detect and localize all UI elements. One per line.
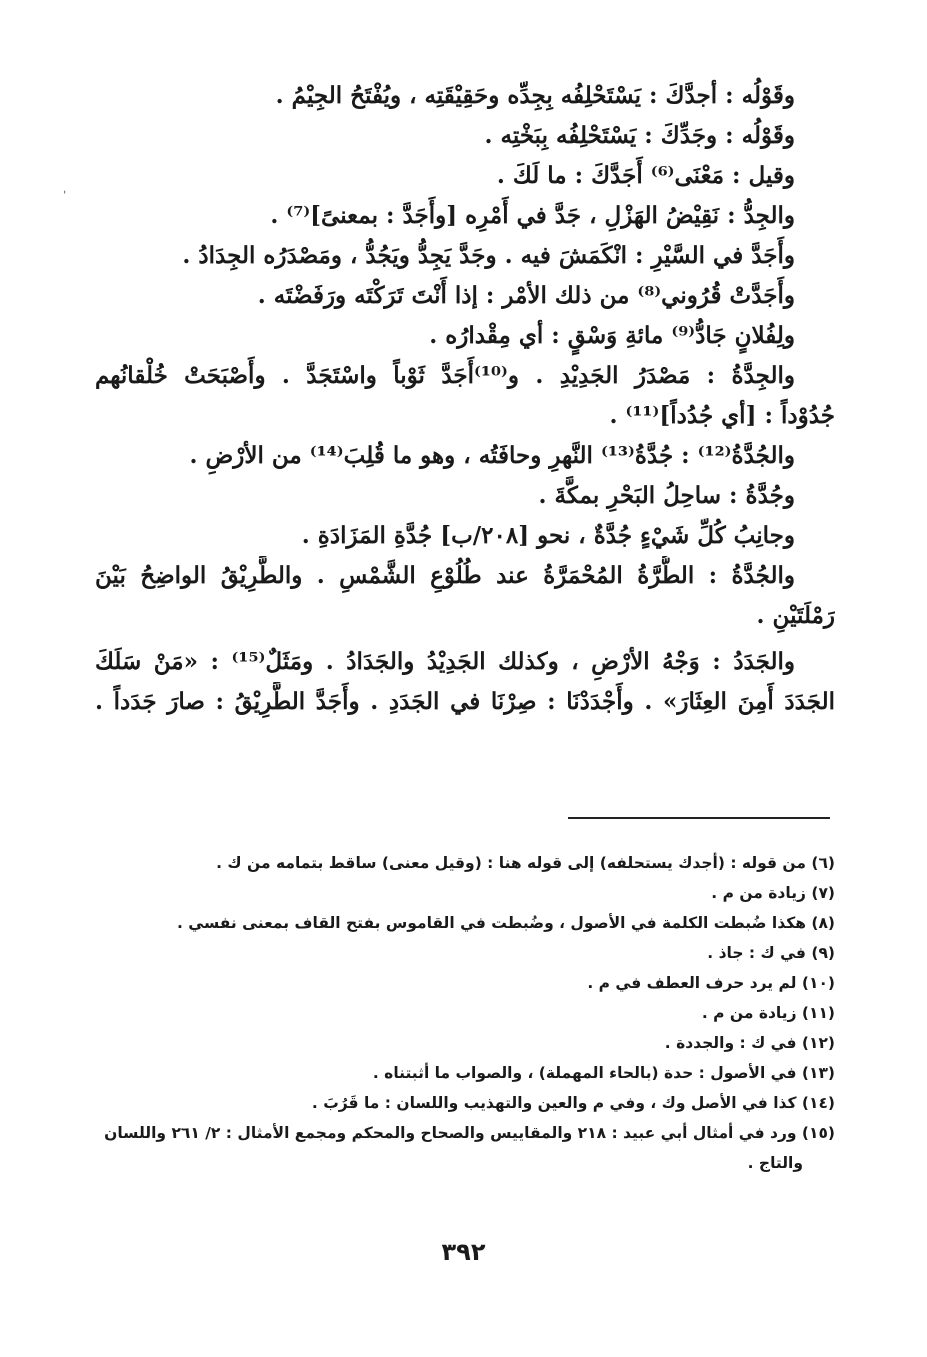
footnote: (٦) من قوله : (أجدك يستحلفه) إلى قوله هنا : (وقيل معنى) ساقط بتمامه من ك . — [216, 854, 835, 872]
footnote: (٩) في ك : جاذ . — [707, 944, 835, 962]
footnote: (٨) هكذا ضُبطت الكلمة في الأصول ، وضُبطت في القاموس بفتح القاف بمعنى نفسي . — [177, 914, 835, 932]
footnote: (٧) زيادة من م . — [711, 884, 835, 902]
footnote: (١٥) ورد في أمثال أبي عبيد : ٢١٨ والمقاييس والصحاح والمحكم ومجمع الأمثال : ٢/ ٢٦١ واللسان — [104, 1124, 835, 1142]
footnote: (١٠) لم يرد حرف العطف في م . — [587, 974, 835, 992]
text-line: وأَجَدَّتْ قُرُوني⁽⁸⁾ من ذلك الأمْر : إذا أَنْتَ تَرَكْتَه ورَفَضْتَه . — [257, 282, 795, 309]
footnote: (١٢) في ك : والجددة . — [664, 1034, 835, 1052]
footnote-divider — [568, 817, 830, 819]
footnote: (١٣) في الأصول : حدة (بالحاء المهملة) ، والصواب ما أثبتناه . — [372, 1064, 835, 1082]
text-line: جُدُوْداً : [أي جُدُداً]⁽¹¹⁾ . — [609, 402, 835, 429]
text-line: الجَدَدَ أَمِنَ العِثَارَ» . وأَجْدَدْنَا : صِرْنَا في الجَدَدِ . وأَجَدَّ الطَّرِيْقُ : صارَ جَدَداً . — [95, 688, 835, 715]
text-line: والجِدُّ : نَقِيْضُ الهَزْلِ ، جَدَّ في أَمْرِه [وأَجَدَّ : بمعنىً]⁽⁷⁾ . — [270, 202, 795, 229]
text-line: رَمْلَتَيْنِ . — [756, 602, 835, 629]
page-number: ٣٩٢ — [441, 1238, 486, 1266]
footnotes — [95, 848, 835, 1178]
text-line: ولِفُلانٍ جَادُّ⁽⁹⁾ مائةِ وَسْقٍ : أي مِقْدارُه . — [429, 322, 795, 349]
text-line: والجِدَّةُ : مَصْدَرُ الجَدِيْدِ . و⁽¹⁰⁾أَجَدَّ ثَوْباً واسْتَجَدَّ . وأَصْبَحَتْ خُلْقانُهم — [95, 362, 795, 389]
text-line: والجُدَّةُ⁽¹²⁾ : جُدَّةُ⁽¹³⁾ النَّهرِ وحافَتُه ، وهو ما قُلِبَ⁽¹⁴⁾ من الأرْضِ . — [189, 442, 795, 469]
text-line: وجُدَّةُ : ساحِلُ البَحْرِ بمكَّةَ . — [538, 482, 795, 509]
margin-mark: ˌ — [63, 181, 67, 195]
text-line: والجُدَّةُ : الطُّرَّةُ المُحْمَرَّةُ عند طُلُوْعِ الشَّمْسِ . والطَّرِيْقُ الواضِحُ بَيْنَ — [95, 562, 795, 589]
footnote: (١١) زيادة من م . — [701, 1004, 835, 1022]
footnote-continuation: والتاج . — [747, 1154, 803, 1172]
text-line: وجانِبُ كُلِّ شَيْءٍ جُدَّةٌ ، نحو [٢٠٨/ب] جُدَّةِ المَزَادَةِ . — [301, 522, 795, 549]
text-line: وقَوْلُه : أجدَّكَ : يَسْتَحْلِفُه بِجِدِّه وحَقِيْقَتِه ، ويُفْتَحُ الجِيْمُ . — [275, 82, 795, 109]
text-line: والجَدَدُ : وَجْهُ الأرْضِ ، وكذلك الجَدِيْدُ والجَدَادُ . ومَثَلٌ⁽¹⁵⁾ : «مَنْ سَلَكَ — [95, 648, 795, 675]
footnote: (١٤) كذا في الأصل وك ، وفي م والعين والتهذيب واللسان : ما قَرُبَ . — [311, 1094, 835, 1112]
text-line: وأَجَدَّ في السَّيْرِ : انْكَمَشَ فيه . وجَدَّ يَجِدُّ ويَجُدُّ ، ومَصْدَرُه الجِدَادُ . — [182, 242, 795, 269]
main-text — [95, 76, 835, 722]
text-line: وقيل : مَعْنَى⁽⁶⁾ أَجَدَّكَ : ما لَكَ . — [496, 162, 795, 189]
text-line: وقَوْلُه : وجَدِّكَ : يَسْتَحْلِفُه بِبَخْتِه . — [484, 122, 795, 149]
